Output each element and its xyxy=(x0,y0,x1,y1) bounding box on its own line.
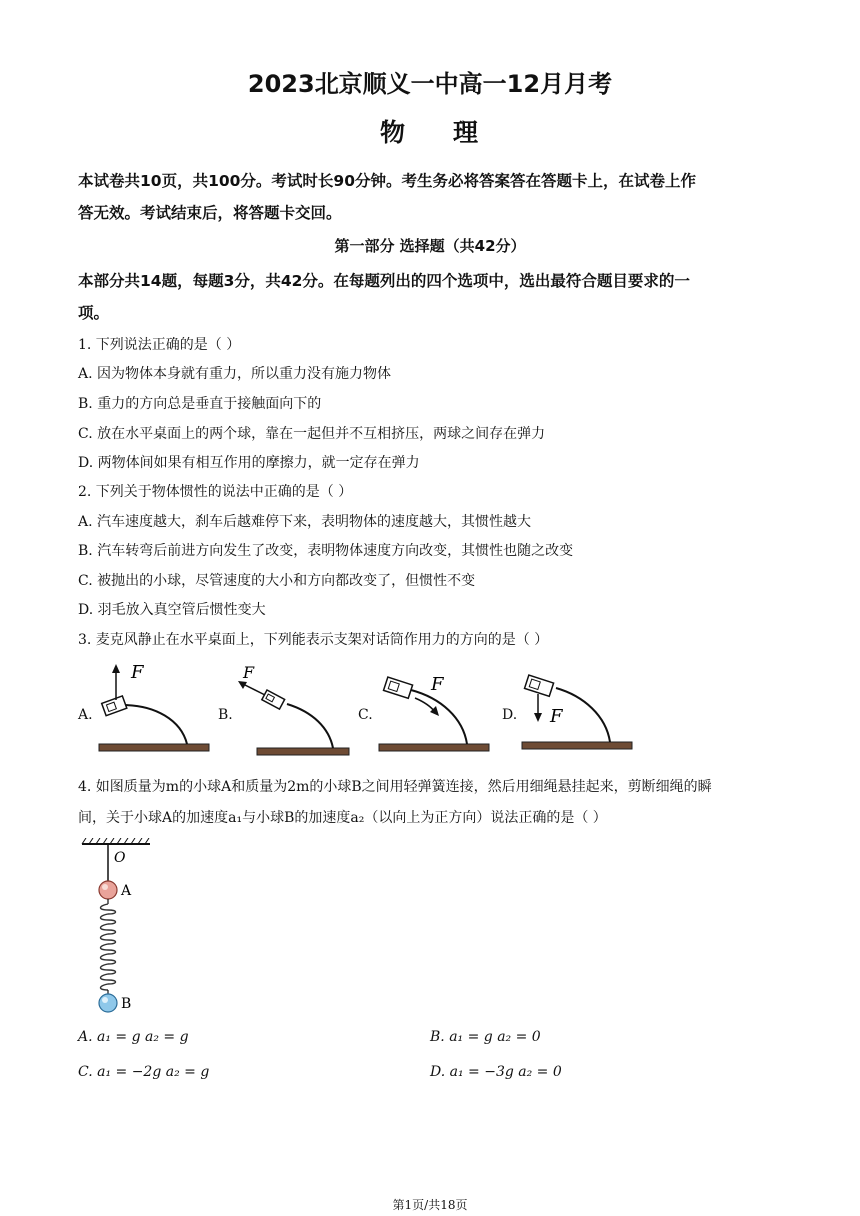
section-desc-line-2: 项。 xyxy=(78,304,110,322)
q4-stem-line-2: 间，关于小球A的加速度a₁与小球B的加速度a₂（以向上为正方向）说法正确的是（ ） xyxy=(78,810,607,826)
intro-line-1: 本试卷共10页，共100分。考试时长90分钟。考生务必将答案答在答题卡上，在试卷上作 xyxy=(78,172,696,190)
q4-label-a: A xyxy=(121,883,132,899)
subject-title xyxy=(0,117,860,149)
q3-figure-b xyxy=(235,660,355,760)
intro-line-2: 答无效。考试结束后，将答题卡交回。 xyxy=(78,204,342,222)
q3-b-force-label: F xyxy=(243,663,255,682)
q3-d-force-label: F xyxy=(550,706,563,727)
q1-option-b: B. 重力的方向总是垂直于接触面向下的 xyxy=(78,396,322,412)
q3-label-d: D. xyxy=(502,707,518,723)
page-number: 第1页/共18页 xyxy=(392,1198,468,1212)
subject-char-1: 物 xyxy=(379,118,407,147)
q3-figure-d xyxy=(518,660,638,760)
q3-stem: 3. 麦克风静止在水平桌面上，下列能表示支架对话筒作用力的方向的是（ ） xyxy=(78,632,549,648)
section-heading: 第一部分 选择题（共42分） xyxy=(334,237,526,255)
q2-option-a: A. 汽车速度越大，刹车后越难停下来，表明物体的速度越大，其惯性越大 xyxy=(78,514,532,530)
q2-stem: 2. 下列关于物体惯性的说法中正确的是（ ） xyxy=(78,484,353,500)
q1-option-a: A. 因为物体本身就有重力，所以重力没有施力物体 xyxy=(78,366,392,382)
q4-label-b: B xyxy=(121,996,132,1012)
section-desc-line-1: 本部分共14题，每题3分，共42分。在每题列出的四个选项中，选出最符合题目要求的一 xyxy=(78,272,690,290)
q3-c-force-label: F xyxy=(431,674,444,695)
q4-figure-spring-system xyxy=(78,838,168,1018)
q3-figure-a xyxy=(95,660,215,760)
q3-label-c: C. xyxy=(358,707,373,723)
q1-stem: 1. 下列说法正确的是（ ） xyxy=(78,337,241,353)
q1-option-c: C. 放在水平桌面上的两个球，靠在一起但并不互相挤压，两球之间存在弹力 xyxy=(78,426,546,442)
q4-option-d: D. a₁ = −3g a₂ = 0 xyxy=(430,1064,562,1080)
q4-option-a: A. a₁ = g a₂ = g xyxy=(78,1029,189,1045)
q4-option-c: C. a₁ = −2g a₂ = g xyxy=(78,1064,210,1080)
q1-option-d: D. 两物体间如果有相互作用的摩擦力，就一定存在弹力 xyxy=(78,455,420,471)
q4-option-b: B. a₁ = g a₂ = 0 xyxy=(430,1029,541,1045)
q4-label-o: O xyxy=(114,850,126,866)
q3-label-a: A. xyxy=(78,707,93,723)
q3-label-b: B. xyxy=(218,707,233,723)
q3-figure-c xyxy=(375,660,495,760)
page-title: 2023北京顺义一中高一12月月考 xyxy=(247,70,613,98)
subject-char-2: 理 xyxy=(453,118,481,147)
q2-option-d: D. 羽毛放入真空管后惯性变大 xyxy=(78,602,266,618)
q2-option-b: B. 汽车转弯后前进方向发生了改变，表明物体速度方向改变，其惯性也随之改变 xyxy=(78,543,574,559)
q4-stem-line-1: 4. 如图质量为m的小球A和质量为2m的小球B之间用轻弹簧连接，然后用细绳悬挂起来，剪断细绳的瞬 xyxy=(78,779,712,795)
q3-a-force-label: F xyxy=(131,662,144,683)
q2-option-c: C. 被抛出的小球，尽管速度的大小和方向都改变了，但惯性不变 xyxy=(78,573,476,589)
